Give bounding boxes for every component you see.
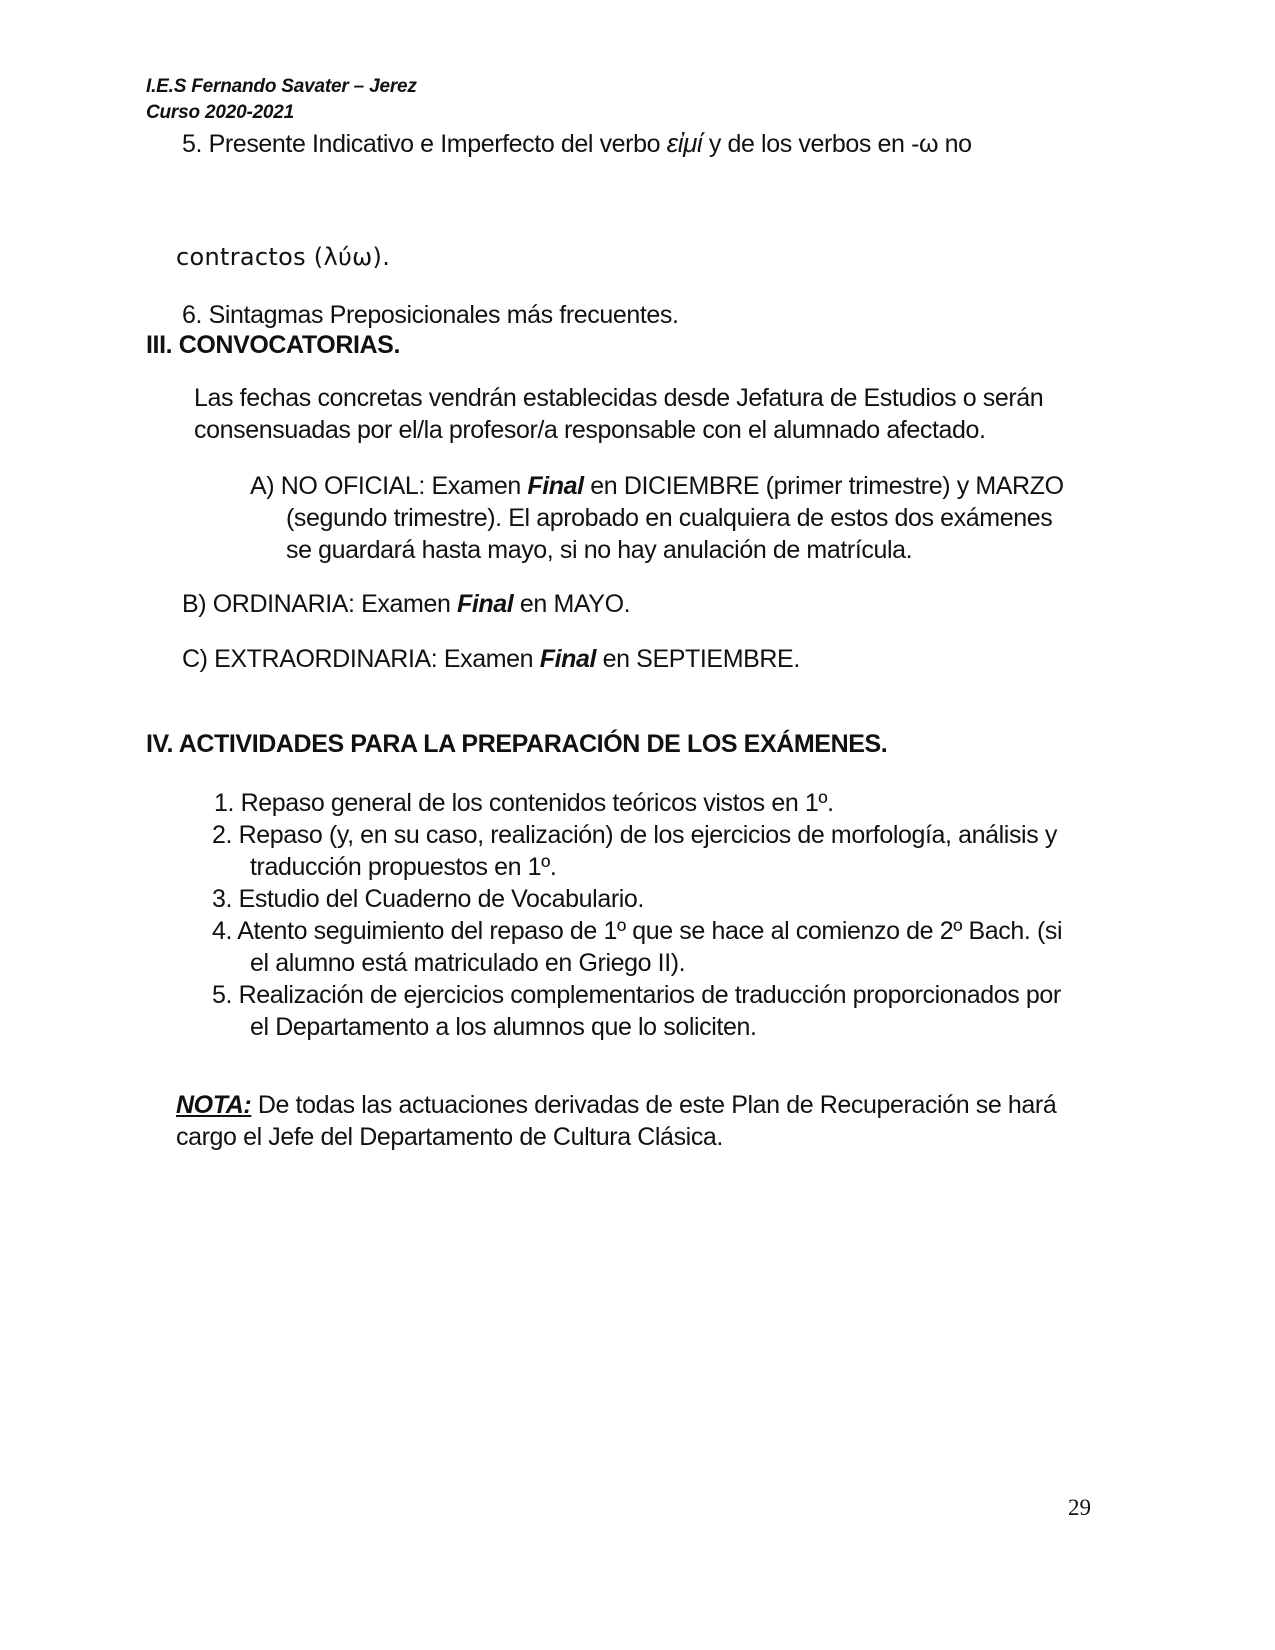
convocatoria-a xyxy=(250,470,1064,502)
convocatoria-b-prefix: B) ORDINARIA: Examen xyxy=(182,590,451,618)
convocatoria-a-emphasis: Final xyxy=(527,472,584,500)
convocatoria-a-suffix: en DICIEMBRE (primer trimestre) y MARZO xyxy=(590,472,1064,500)
actividad-item-5 xyxy=(212,979,1061,1011)
item-text-before: Presente Indicativo e Imperfecto del verbo xyxy=(208,130,661,158)
convocatoria-c xyxy=(182,643,800,675)
item-text: Sintagmas Preposicionales más frecuentes. xyxy=(208,301,679,329)
item-text: Estudio del Cuaderno de Vocabulario. xyxy=(238,885,644,913)
section-heading-actividades: IV. ACTIVIDADES PARA LA PREPARACIÓN DE LOS EXÁMENES. xyxy=(146,730,888,758)
convocatorias-intro-line-1: Las fechas concretas vendrán establecidas desde Jefatura de Estudios o serán xyxy=(194,384,1044,412)
item-text: Repaso (y, en su caso, realización) de los ejercicios de morfología, análisis y xyxy=(238,821,1057,849)
actividad-item-2 xyxy=(212,819,1057,851)
item-text-after: y de los verbos en -ω no xyxy=(708,130,972,158)
section-heading-convocatorias: III. CONVOCATORIAS. xyxy=(146,331,400,359)
actividad-item-4-line-2: el alumno está matriculado en Griego II). xyxy=(250,949,686,977)
item-number: 6. xyxy=(182,301,203,329)
nota-text-line-1: De todas las actuaciones derivadas de este Plan de Recuperación se hará xyxy=(257,1091,1057,1119)
actividad-item-3 xyxy=(212,883,644,915)
convocatoria-b-emphasis: Final xyxy=(457,590,514,618)
actividad-item-4 xyxy=(212,915,1062,947)
greek-verb: εἰμί xyxy=(666,128,703,158)
contents-item-5-continuation: contractos (λύω). xyxy=(176,243,391,271)
actividad-item-1 xyxy=(214,787,834,819)
nota-label: NOTA: xyxy=(176,1091,252,1119)
convocatoria-b-suffix: en MAYO. xyxy=(519,590,631,618)
nota-paragraph xyxy=(176,1089,1056,1121)
contents-item-6 xyxy=(182,299,679,331)
convocatorias-intro-line-2: consensuadas por el/la profesor/a responsable con el alumnado afectado. xyxy=(194,416,986,444)
convocatoria-c-suffix: en SEPTIEMBRE. xyxy=(602,645,800,673)
item-text: Repaso general de los contenidos teóricos vistos en 1º. xyxy=(240,789,834,817)
convocatoria-a-prefix: A) NO OFICIAL: Examen xyxy=(250,472,521,500)
item-number: 2. xyxy=(212,821,233,849)
page-number: 29 xyxy=(1068,1495,1091,1520)
convocatoria-c-prefix: C) EXTRAORDINARIA: Examen xyxy=(182,645,534,673)
item-number: 5. xyxy=(212,981,233,1009)
item-number: 3. xyxy=(212,885,233,913)
convocatoria-b xyxy=(182,588,630,620)
contents-item-5 xyxy=(182,127,972,160)
item-text: Atento seguimiento del repaso de 1º que se hace al comienzo de 2º Bach. (si xyxy=(237,917,1063,945)
convocatoria-a-line-2: (segundo trimestre). El aprobado en cualquiera de estos dos exámenes xyxy=(286,504,1053,532)
actividad-item-5-line-2: el Departamento a los alumnos que lo soliciten. xyxy=(250,1013,757,1041)
item-text: Realización de ejercicios complementarios de traducción proporcionados por xyxy=(238,981,1061,1009)
item-number: 5. xyxy=(182,130,203,158)
item-number: 4. xyxy=(212,917,233,945)
convocatoria-a-line-3: se guardará hasta mayo, si no hay anulación de matrícula. xyxy=(286,536,913,564)
school-name: I.E.S Fernando Savater – Jerez xyxy=(146,76,417,97)
nota-text-line-2: cargo el Jefe del Departamento de Cultura Clásica. xyxy=(176,1123,723,1151)
course-year: Curso 2020-2021 xyxy=(146,102,295,123)
convocatoria-c-emphasis: Final xyxy=(539,645,597,673)
item-number: 1. xyxy=(214,789,235,817)
actividad-item-2-line-2: traducción propuestos en 1º. xyxy=(250,853,557,881)
